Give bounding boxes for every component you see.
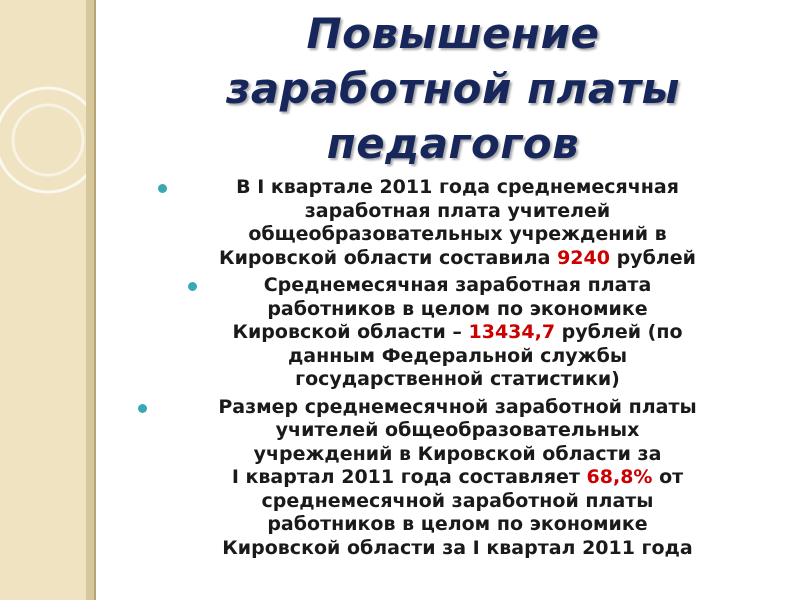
- bullet-2-line-5: государственной статистики): [295, 368, 620, 390]
- bullet-1-line-4-prefix: Кировской области составила: [219, 246, 558, 269]
- bullet-teacher-salary: [120, 176, 795, 270]
- bullet-2-line-3-suffix: рублей (по: [555, 321, 683, 343]
- bullet-3-line-5: среднемесячной заработной платы: [261, 489, 654, 512]
- bullet-economy-salary: [120, 274, 795, 392]
- bullet-3-line-2: учителей общеобразовательных: [275, 419, 640, 441]
- bullet-2-line-3: [120, 321, 795, 345]
- teacher-salary-value: 9240: [557, 246, 610, 269]
- bullet-1-line-1: В I квартале 2011 года среднемесячная: [236, 176, 679, 198]
- bullet-dot-icon: [138, 404, 147, 413]
- bullet-2-line-4: данным Федеральной службы: [287, 344, 628, 367]
- bullet-1-line-4: [120, 247, 795, 271]
- title-line-2: заработной платы: [225, 64, 681, 113]
- bullet-1-line-3: общеобразовательных учреждений в: [248, 223, 667, 245]
- bullet-3-line-7: Кировской области за I квартал 2011 года: [222, 536, 693, 559]
- decorative-side-line: [94, 0, 96, 600]
- bullet-3-line-6: работников в целом по экономике: [267, 513, 648, 535]
- bullet-1-line-4-suffix: рублей: [609, 246, 696, 269]
- bullet-1-line-2: заработная плата учителей: [304, 199, 611, 222]
- bullet-3-line-1: Размер среднемесячной заработной платы: [218, 395, 697, 418]
- bullet-list: [120, 176, 795, 560]
- bullet-dot-icon: [188, 282, 197, 291]
- economy-salary-value: 13434,7: [468, 321, 556, 343]
- bullet-3-line-4: [120, 466, 795, 490]
- bullet-2-line-3-prefix: Кировской области –: [232, 321, 469, 343]
- bullet-dot-icon: [158, 184, 167, 193]
- bullet-3-line-4-prefix: I квартал 2011 года составляет: [231, 466, 587, 488]
- title-line-3: педагогов: [326, 119, 580, 168]
- slide-title: [108, 6, 798, 171]
- bullet-2-line-2: работников в целом по экономике: [267, 297, 648, 320]
- bullet-salary-ratio: [120, 396, 795, 561]
- title-line-1: Повышение: [306, 9, 600, 58]
- bullet-3-line-4-suffix: от: [652, 466, 684, 488]
- bullet-3-line-3: учреждений в Кировской области за: [253, 442, 662, 465]
- bullet-2-line-1: Среднемесячная заработная плата: [263, 274, 652, 296]
- decorative-circles: [0, 60, 86, 260]
- salary-ratio-value: 68,8%: [586, 466, 653, 488]
- decorative-side-edge: [86, 0, 94, 600]
